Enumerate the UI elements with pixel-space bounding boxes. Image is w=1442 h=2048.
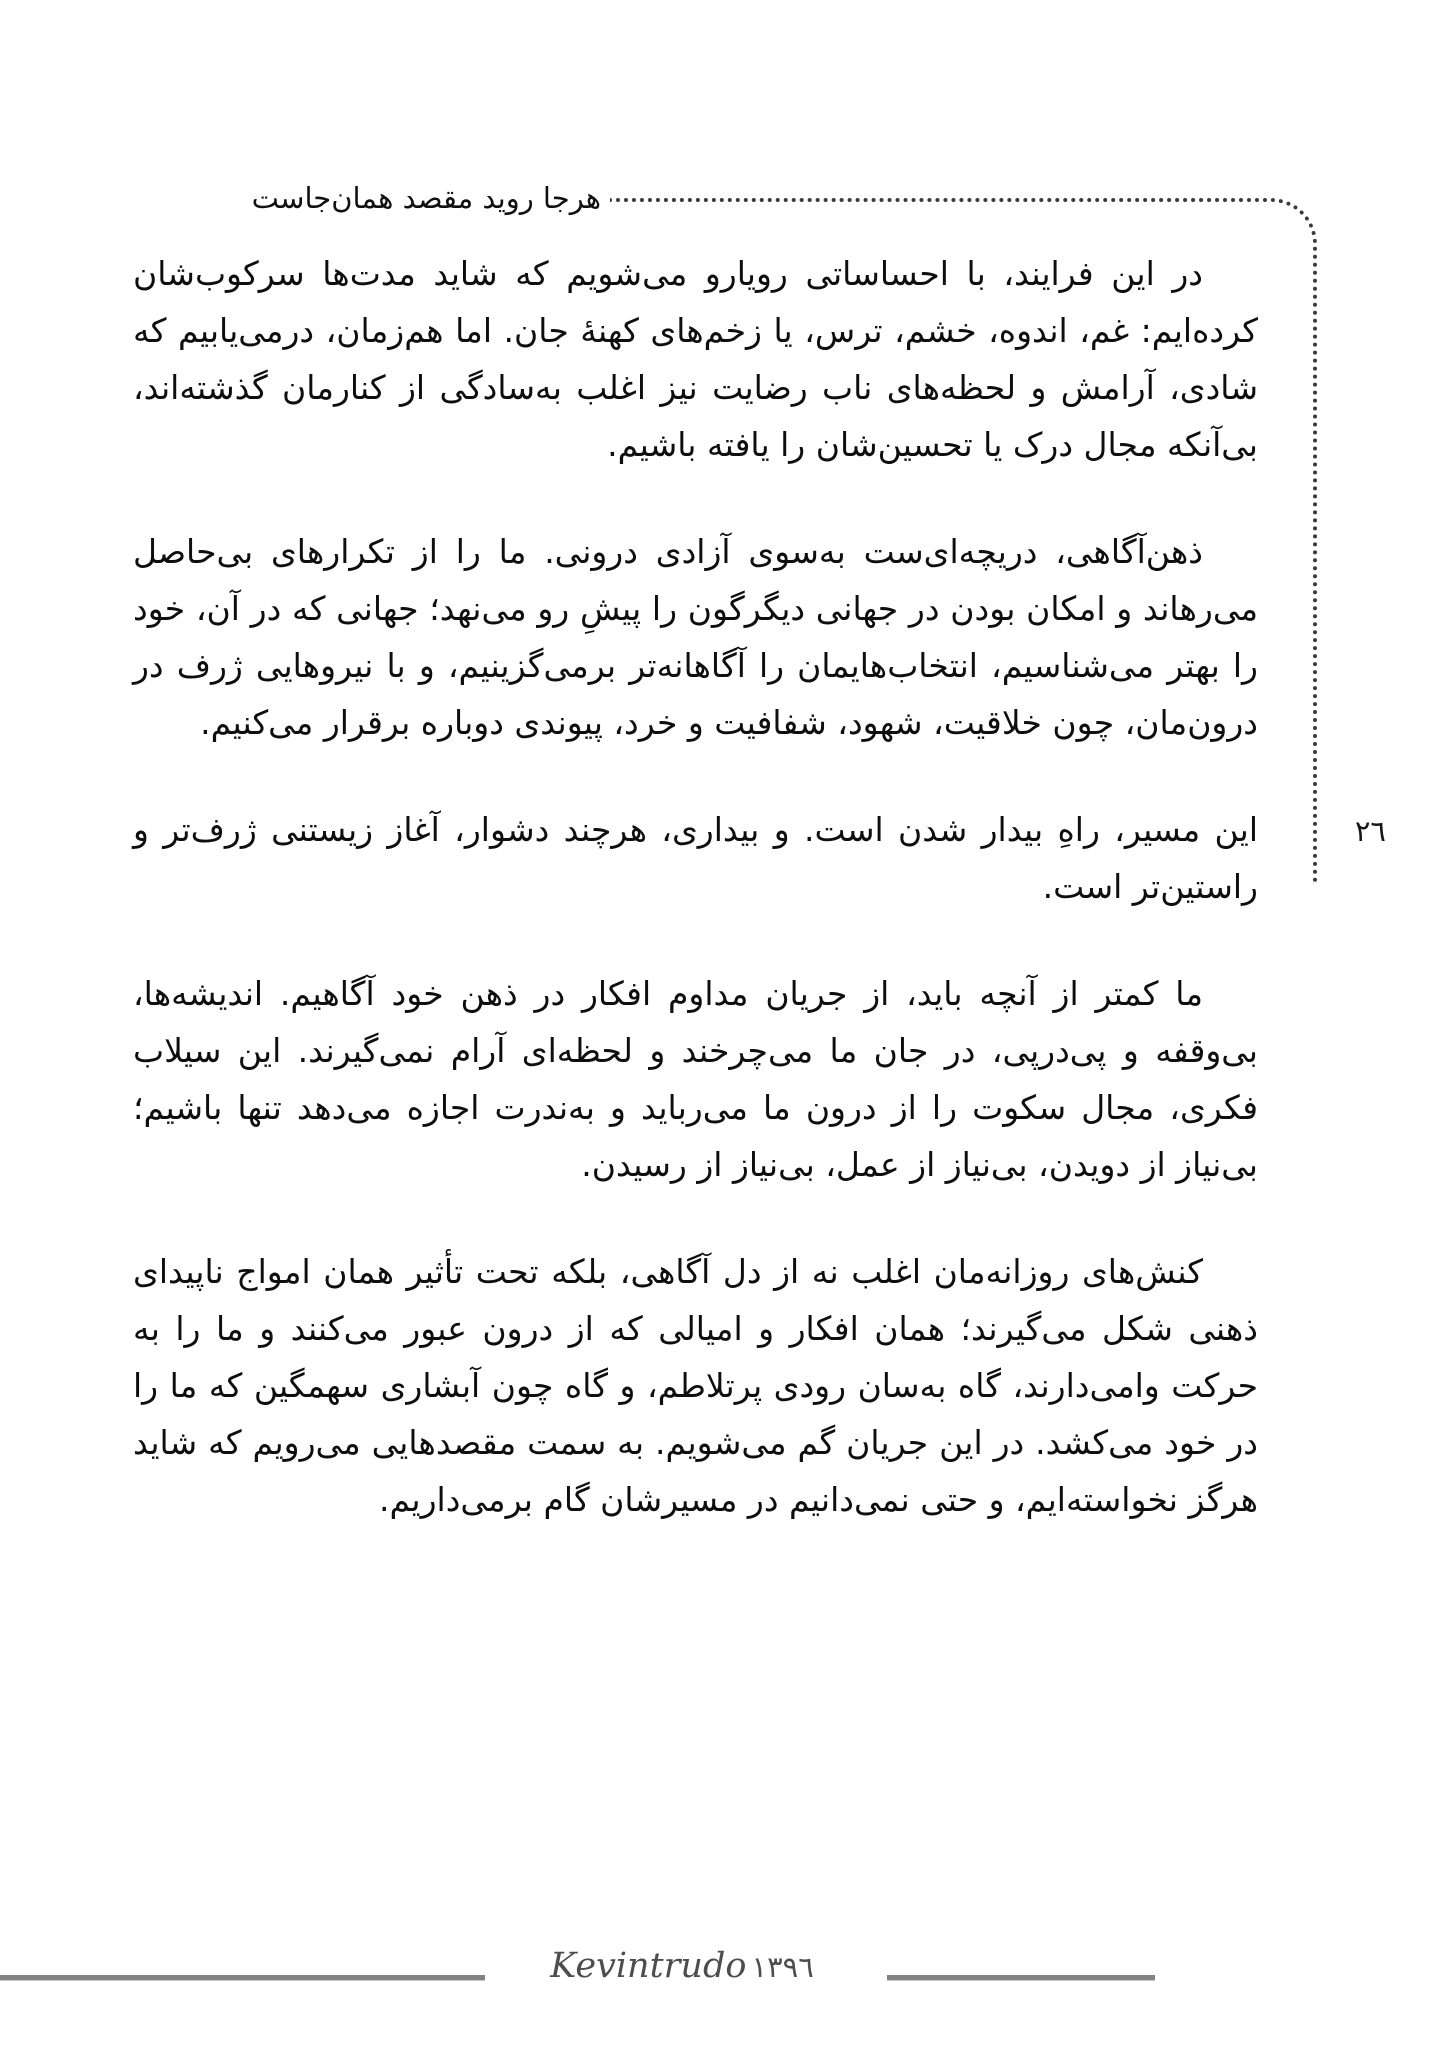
running-header: هرجا روید مقصد همان‌جاست [251, 181, 601, 215]
footer-rule-left [0, 1975, 485, 1980]
footer-rule-right [887, 1975, 1155, 1980]
body-paragraph-2: ذهن‌آگاهی، دریچه‌ای‌ست به‌سوی آزادی درونی. ما را از تکرارهای بی‌حاصل می‌رهاند و امکان بودن در جهانی دیگرگون را پیشِ رو می‌نهد؛ جهانی که در آن، خود را بهتر می‌شناسیم، انتخاب‌هایمان را آگاهانه‌تر برمی‌گزینیم، و با نیروهایی ژرف در درون‌مان، چون خلاقیت، شهود، شفافیت و خرد، پیوندی دوباره برقرار می‌کنیم. [133, 532, 1258, 742]
body-paragraph-3: این مسیر، راهِ بیدار شدن است. و بیداری، هرچند دشوار، آغاز زیستنی ژرف‌تر و راستین‌تر است. [133, 810, 1258, 906]
body-paragraph-4: ما کمتر از آنچه باید، از جریان مداوم افکار در ذهن خود آگاهیم. اندیشه‌ها، بی‌وقفه و پی‌درپی، در جان ما می‌چرخند و لحظه‌ای آرام نمی‌گیرند. این سیلاب فکری، مجال سکوت را از درون ما می‌رباید و به‌ندرت اجازه می‌دهد تنها باشیم؛ بی‌نیاز از دویدن، بی‌نیاز از عمل، بی‌نیاز از رسیدن. [133, 974, 1258, 1184]
publisher-name: Kevintrudo [550, 1946, 747, 1986]
numbered-paragraph-row [133, 801, 1386, 915]
publication-year: ١٣٩٦ [751, 1950, 814, 1984]
page-body-text [133, 245, 1386, 1578]
margin-paragraph-number: ٢٦ [1354, 814, 1386, 848]
body-paragraph-5: کنش‌های روزانه‌مان اغلب نه از دل آگاهی، بلکه تحت تأثیر همان امواج ناپیدای ذهنی شکل می‌گیرند؛ همان افکار و امیالی که از درون عبور می‌کنند و ما را به حرکت وامی‌دارند، گاه به‌سان رودی پرتلاطم، و گاه چون آبشاری سهمگین که ما را در خود می‌کشد. در این جریان گم می‌شویم. به سمت مقصدهایی می‌رویم که شاید هرگز نخواسته‌ایم، و حتی نمی‌دانیم در مسیرشان گام برمی‌داریم. [133, 1252, 1258, 1519]
body-paragraph-1: در این فرایند، با احساساتی رویارو می‌شویم که شاید مدت‌ها سرکوب‌شان کرده‌ایم: غم، اندوه، خشم، ترس، یا زخم‌های کهنهٔ جان. اما هم‌زمان، درمی‌یابیم که شادی، آرامش و لحظه‌های ناب رضایت نیز اغلب به‌سادگی از کنارمان گذشته‌اند، بی‌آنکه مجال درک یا تحسین‌شان را یافته باشیم. [133, 254, 1258, 464]
page-footer [520, 1946, 850, 1986]
